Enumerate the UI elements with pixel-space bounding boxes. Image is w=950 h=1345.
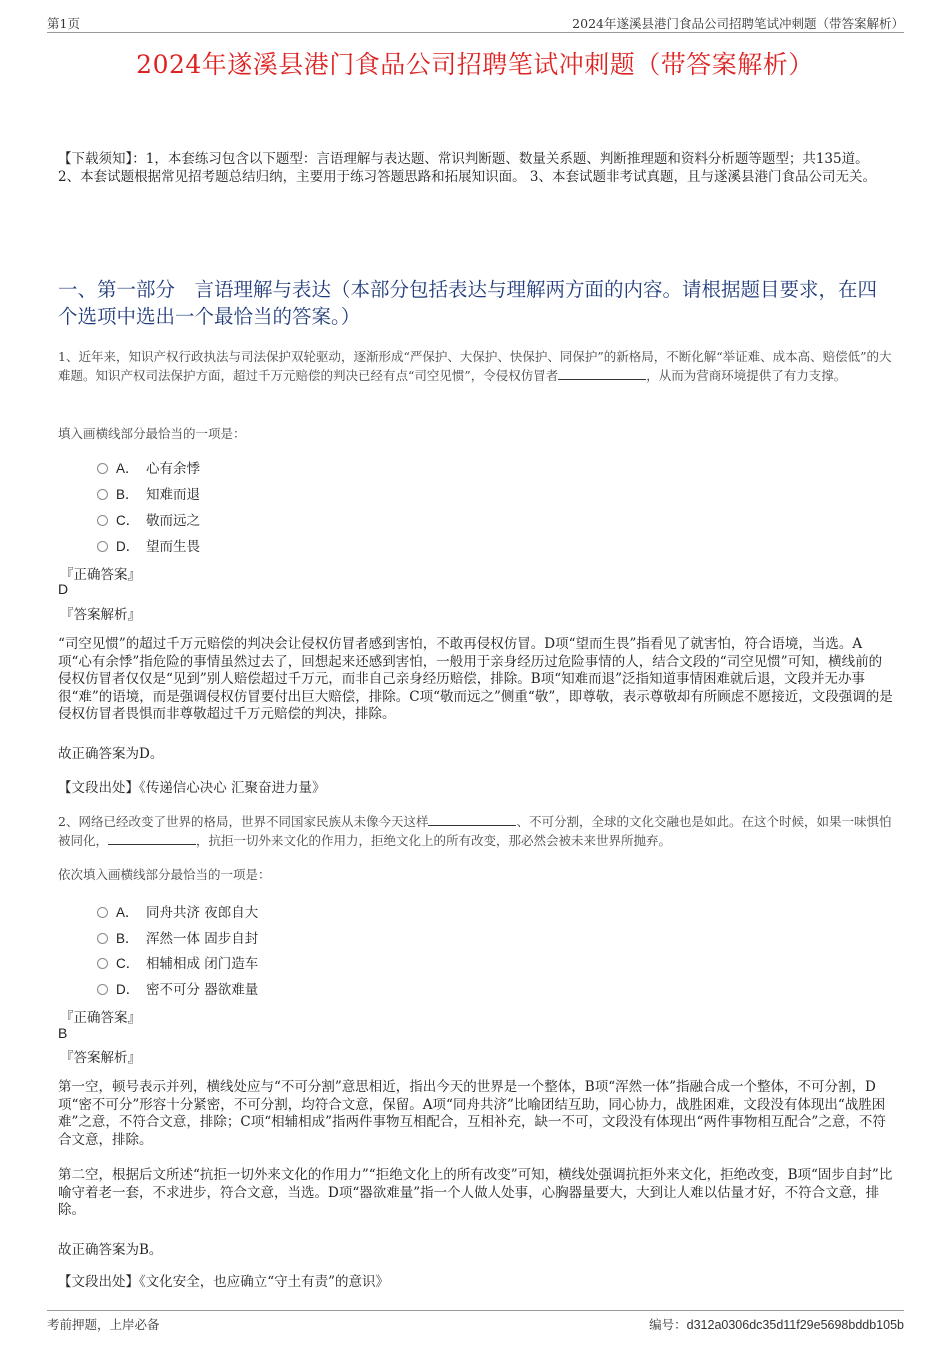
question-1-stem: 1、近年来，知识产权行政执法与司法保护双轮驱动，逐渐形成“严保护、大保护、快保护、同保护”的新格局，不断化解“举证难、成本高、赔偿低”的大难题。知识产权司法保护方面，超过千万元赔偿的判决已经有点“司空见惯”，令侵权仿冒者 ，从而为营商环境提供了有力支撑。: [58, 349, 892, 383]
radio-icon[interactable]: [97, 541, 108, 552]
q2-source: 【文段出处】《文化安全，也应确立“守土有责”的意识》: [58, 1274, 390, 1290]
q2-option-a[interactable]: A． 同舟共济 夜郎自大: [97, 901, 258, 921]
page-title: 2024年遂溪县港门食品公司招聘笔试冲刺题（带答案解析）: [136, 50, 814, 79]
radio-icon[interactable]: [97, 984, 108, 995]
page-number: 第1页: [47, 16, 80, 31]
question-1-prompt: 填入画横线部分最恰当的一项是：: [58, 426, 246, 441]
question-2-stem: 2、网络已经改变了世界的格局，世界不同国家民族从未像今天这样 、不可分割，全球的文化交融也是如此。在这个时候，如果一味惧怕被同化， ，抗拒一切外来文化的作用力，拒绝文化上的所有改变，那必然会被未来世界所抛弃。: [58, 814, 892, 848]
q1-option-b[interactable]: B． 知难而退: [97, 483, 200, 503]
analysis-label: 『答案解析』: [60, 1050, 141, 1066]
q2-option-c[interactable]: C． 相辅相成 闭门造车: [97, 952, 258, 972]
radio-icon[interactable]: [97, 515, 108, 526]
q2-option-b[interactable]: B． 浑然一体 固步自封: [97, 927, 258, 947]
q2-conclusion: 故正确答案为B。: [58, 1242, 163, 1258]
fill-blank: [558, 366, 646, 380]
analysis-label: 『答案解析』: [60, 607, 141, 623]
radio-icon[interactable]: [97, 463, 108, 474]
q1-option-c[interactable]: C． 敬而远之: [97, 509, 200, 529]
radio-icon[interactable]: [97, 933, 108, 944]
fill-blank: [428, 812, 516, 826]
footer-code: 编号：d312a0306dc35d11f29e5698bddb105b: [649, 1317, 904, 1332]
q1-option-d[interactable]: D． 望而生畏: [97, 535, 200, 555]
correct-answer-label: 『正确答案』: [60, 567, 141, 583]
header-doc-title: 2024年遂溪县港门食品公司招聘笔试冲刺题（带答案解析）: [572, 16, 904, 31]
q2-analysis-1: 第一空，顿号表示并列，横线处应与“不可分割”意思相近，指出今天的世界是一个整体，B项“浑然一体”指融合成一个整体，不可分割，D项“密不可分”形容十分紧密，不可分割，均符合文意，保留。A项“同舟共济”比喻团结互助，同心协力，战胜困难，文段没有体现出“战胜困难”之意，不符合文意，排除；C项“相辅相成”指两件事物互相配合，互相补充，缺一不可，文段没有体现出“两件事物相互配合”之意，不符合文意，排除。: [58, 1079, 886, 1148]
q1-option-a[interactable]: A． 心有余悸: [97, 457, 200, 477]
radio-icon[interactable]: [97, 489, 108, 500]
correct-answer-label: 『正确答案』: [60, 1010, 141, 1026]
footer-slogan: 考前押题，上岸必备: [47, 1317, 160, 1332]
page-footer: [47, 1310, 904, 1336]
q2-option-d[interactable]: D． 密不可分 器欲难量: [97, 978, 258, 998]
q1-conclusion: 故正确答案为D。: [58, 746, 164, 762]
download-notice: 【下载须知】：1，本套练习包含以下题型：言语理解与表达题、常识判断题、数量关系题、判断推理题和资料分析题等题型；共135道。 2、本套试题根据常见招考题总结归纳，主要用于练习答题思路和拓展知识面。 3、本套试题非考试真题，且与遂溪县港门食品公司无关。: [58, 151, 876, 185]
q1-source: 【文段出处】《传递信心决心 汇聚奋进力量》: [58, 780, 326, 796]
section-heading: 一、第一部分 言语理解与表达（本部分包括表达与理解两方面的内容。请根据题目要求，在四个选项中选出一个最恰当的答案。）: [58, 278, 878, 328]
fill-blank: [108, 831, 196, 845]
q2-answer: B: [58, 1025, 68, 1041]
question-2-prompt: 依次填入画横线部分最恰当的一项是：: [58, 867, 271, 882]
q2-analysis-2: 第二空，根据后文所述“抗拒一切外来文化的作用力”“拒绝文化上的所有改变”可知，横线处强调抗拒外来文化，拒绝改变，B项“固步自封”比喻守着老一套，不求进步，符合文意，当选。D项“器欲难量”指一个人做人处事，心胸器量要大，大到让人难以估量才好，不符合文意，排除。: [58, 1167, 893, 1218]
q1-answer: D: [58, 581, 69, 597]
radio-icon[interactable]: [97, 907, 108, 918]
q1-analysis: “司空见惯”的超过千万元赔偿的判决会让侵权仿冒者感到害怕，不敢再侵权仿冒。D项“望而生畏”指看见了就害怕，符合语境，当选。A项“心有余悸”指危险的事情虽然过去了，回想起来还感到害怕，一般用于亲身经历过危险事情的人，结合文段的“司空见惯”可知，横线前的侵权仿冒者仅仅是“见到”别人赔偿超过千万元，而非自己亲身经历赔偿，排除。B项“知难而退”泛指知道事情困难就后退，文段并无办事很“难”的语境，而是强调侵权仿冒要付出巨大赔偿，排除。C项“敬而远之”侧重“敬”，即尊敬，表示尊敬却有所顾虑不愿接近，文段强调的是侵权仿冒者畏惧而非尊敬超过千万元赔偿的判决，排除。: [58, 636, 893, 722]
radio-icon[interactable]: [97, 958, 108, 969]
page-header: [47, 12, 904, 33]
